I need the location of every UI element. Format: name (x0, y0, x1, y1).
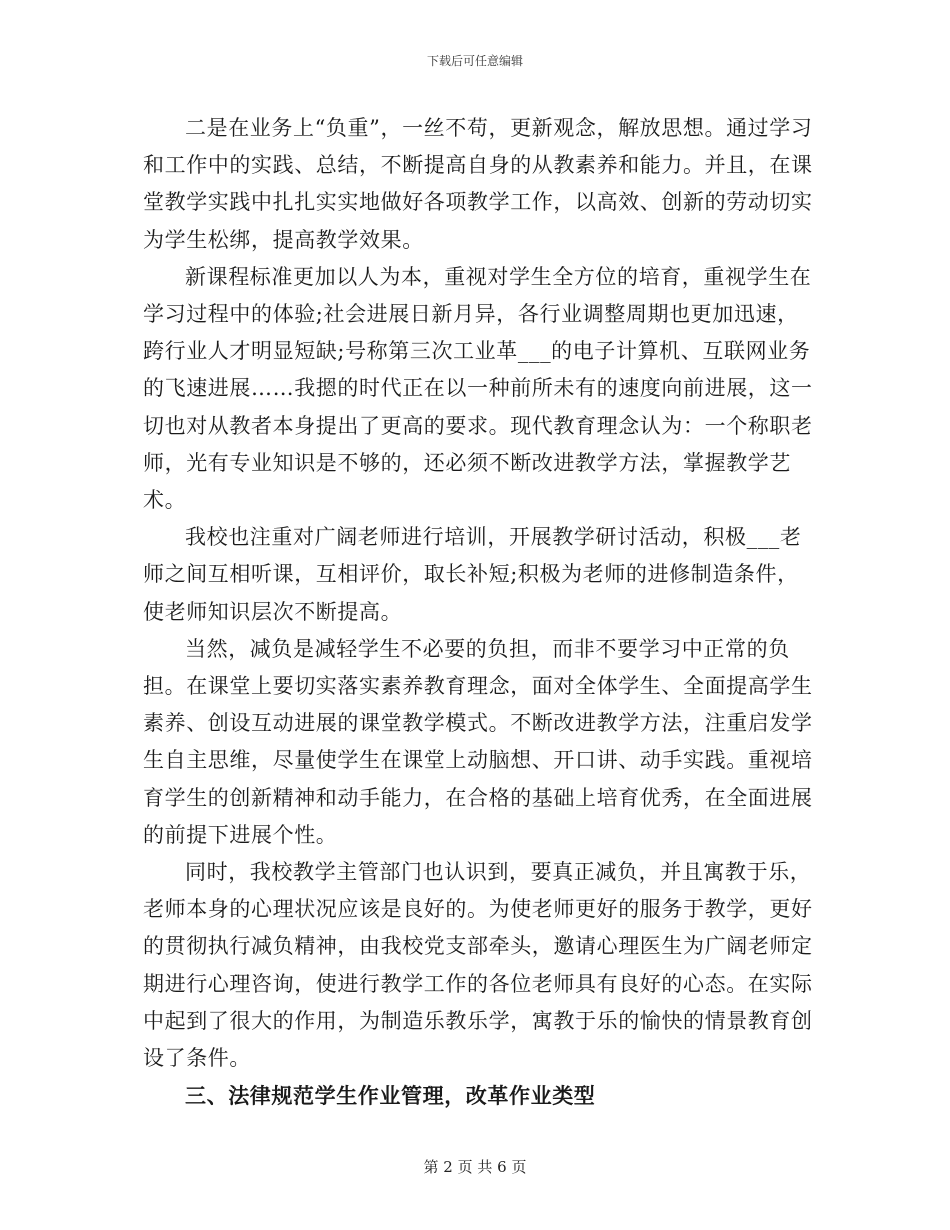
paragraph: 新课程标准更加以人为本，重视对学生全方位的培育，重视学生在学习过程中的体验;社会进展日新月异，各行业调整周期也更加迅速，跨行业人才明显短缺;号称第三次工业革___的电子计算机、互联网业务的飞速进展……我摁的时代正在以一种前所未有的速度向前进展，这一切也对从教者本身提出了更高的要求。现代教育理念认为：一个称职老师，光有专业知识是不够的，还必须不断改进教学方法，掌握教学艺术。 (143, 264, 813, 513)
page-header: 下载后可任意编辑 (426, 54, 523, 68)
document-body (143, 110, 815, 1114)
section-heading: 三、法律规范学生作业管理，改革作业类型 (185, 1083, 596, 1109)
paragraph: 二是在业务上“负重”，一丝不苟，更新观念，解放思想。通过学习和工作中的实践、总结，不断提高自身的从教素养和能力。并且，在课堂教学实践中扎扎实实地做好各项教学工作，以高效、创新的劳动切实为学生松绑，提高教学效果。 (143, 116, 813, 252)
page-number: 第 2 页 共 6 页 (423, 1158, 527, 1176)
paragraph: 同时，我校教学主管部门也认识到，要真正减负，并且寓教于乐，老师本身的心理状况应该是良好的。为使老师更好的服务于教学，更好的贯彻执行减负精神，由我校党支部牵头，邀请心理医生为广阔老师定期进行心理咨询，使进行教学工作的各位老师具有良好的心态。在实际中起到了很大的作用，为制造乐教乐学，寓教于乐的愉快的情景教育创设了条件。 (143, 860, 813, 1071)
paragraph: 我校也注重对广阔老师进行培训，开展教学研讨活动，积极___老师之间互相听课，互相评价，取长补短;积极为老师的进修制造条件，使老师知识层次不断提高。 (143, 525, 802, 624)
paragraph: 当然，减负是减轻学生不必要的负担，而非不要学习中正常的负担。在课堂上要切实落实素养教育理念，面对全体学生、全面提高学生素养、创设互动进展的课堂教学模式。不断改进教学方法，注重启发学生自主思维，尽量使学生在课堂上动脑想、开口讲、动手实践。重视培育学生的创新精神和动手能力，在合格的基础上培育优秀，在全面进展的前提下进展个性。 (143, 636, 813, 847)
